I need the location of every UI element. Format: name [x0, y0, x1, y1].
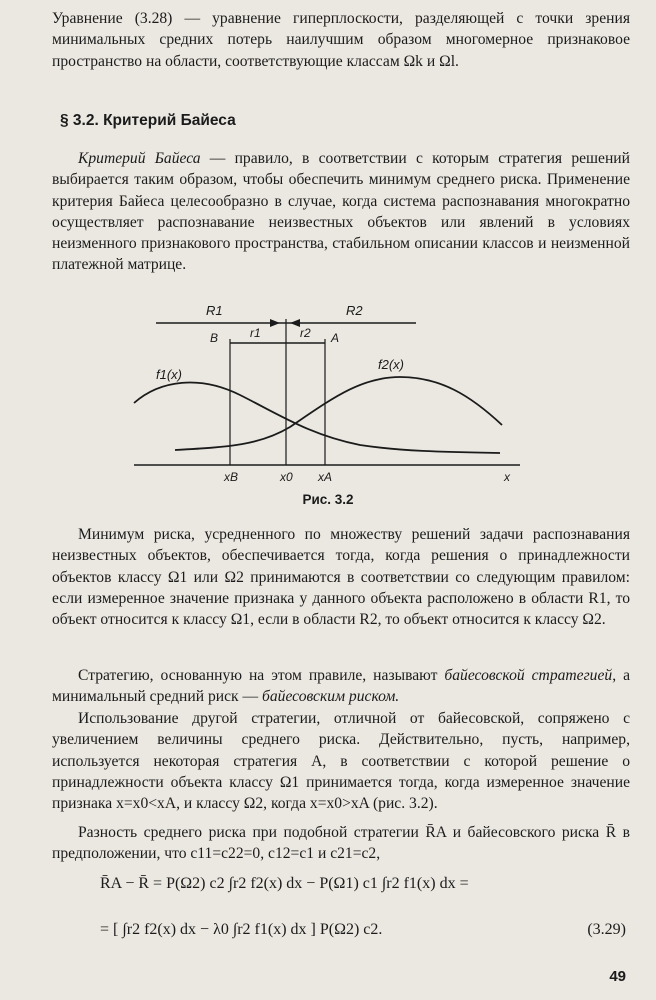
- label-f2: f2(x): [378, 357, 404, 372]
- label-R2: R2: [346, 303, 363, 318]
- paragraph-hyperplane: Уравнение (3.28) — уравнение гиперплоскости, разделяющей с точки зрения минимальных средних потерь наилучшим образом многомерное признаковое пространство на области, соответствующие классам Ωk и Ωl.: [52, 10, 630, 70]
- label-r1: r1: [250, 326, 261, 340]
- label-x: x: [504, 470, 510, 484]
- label-r2: r2: [300, 326, 311, 340]
- figure-caption: Рис. 3.2: [302, 492, 354, 507]
- arrow-left-icon: [290, 319, 300, 327]
- paragraph-min-risk: Минимум риска, усредненного по множеству решений задачи распознавания неизвестных объектов, обеспечивается тогда, когда решения о принадлежности объектов классу Ω1 или Ω2 принимаются в соответствии со следующим правилом: если измеренное значение признака у данного объекта расположено в области R1, то объект относится к классу Ω1, если в области R2, то объект относится к классу Ω2.: [52, 526, 630, 629]
- paragraph-bayes-definition: [52, 148, 630, 276]
- figure-3-2: [120, 295, 530, 490]
- formula-line-2: [100, 918, 640, 942]
- strategy-text-c: , а минимальный средний риск —: [52, 667, 630, 706]
- label-f1: f1(x): [156, 367, 182, 382]
- label-A: A: [331, 331, 340, 345]
- curve-f1: [134, 383, 500, 453]
- term-bayes-risk: байесовским риском.: [262, 688, 400, 706]
- equation-number: (3.29): [587, 921, 626, 938]
- term-bayes-criterion: Критерий Байеса: [78, 150, 201, 167]
- label-xA: xA: [318, 470, 333, 484]
- paragraph-bayes-strategy: [52, 665, 630, 708]
- page-number: 49: [609, 968, 626, 985]
- strategy-text-a: Стратегию, основанную на этом правиле, называют: [78, 667, 445, 684]
- paragraph-other-strategy: Использование другой стратегии, отличной от байесовской, сопряжено с увеличением величины среднего риска. Действительно, пусть, например, используется некоторая стратегия A, в соответствии с которой решение о принадлежности объекта классу Ω1 принимается тогда, когда измеренное значение признака x=x0<xA, и классу Ω2, когда x=x0>xA (рис. 3.2).: [52, 710, 630, 813]
- section-heading: § 3.2. Критерий Байеса: [60, 112, 236, 129]
- term-bayes-strategy: байесовской стратегией: [444, 667, 613, 684]
- label-xB: xB: [224, 470, 239, 484]
- formula-line-2-text: = [ ∫r2 f2(x) dx − λ0 ∫r2 f1(x) dx ] P(Ω2) c2.: [100, 921, 383, 938]
- arrow-right-icon: [270, 319, 280, 327]
- label-R1: R1: [206, 303, 223, 318]
- definition-text: — правило, в соответствии с которым стратегия решений выбирается таким образом, чтобы обеспечить минимум среднего риска. Применение критерия Байеса целесообразно в случае, когда система распознавания многократно осуществляет распознавание неизвестных объектов или явлений в условиях неизменного признакового пространства, стабильном описании классов и неизменной платежной матрице.: [52, 150, 630, 274]
- label-x0: x0: [280, 470, 293, 484]
- paragraph-risk-difference: Разность среднего риска при подобной стратегии R̄A и байесовского риска R̄ в предположении, что c11=c22=0, c12=c1 и c21=c2,: [52, 824, 630, 863]
- formula-line-1: R̄A − R̄ = P(Ω2) c2 ∫r2 f2(x) dx − P(Ω1) c1 ∫r2 f1(x) dx =: [100, 875, 469, 892]
- label-B: B: [210, 331, 219, 345]
